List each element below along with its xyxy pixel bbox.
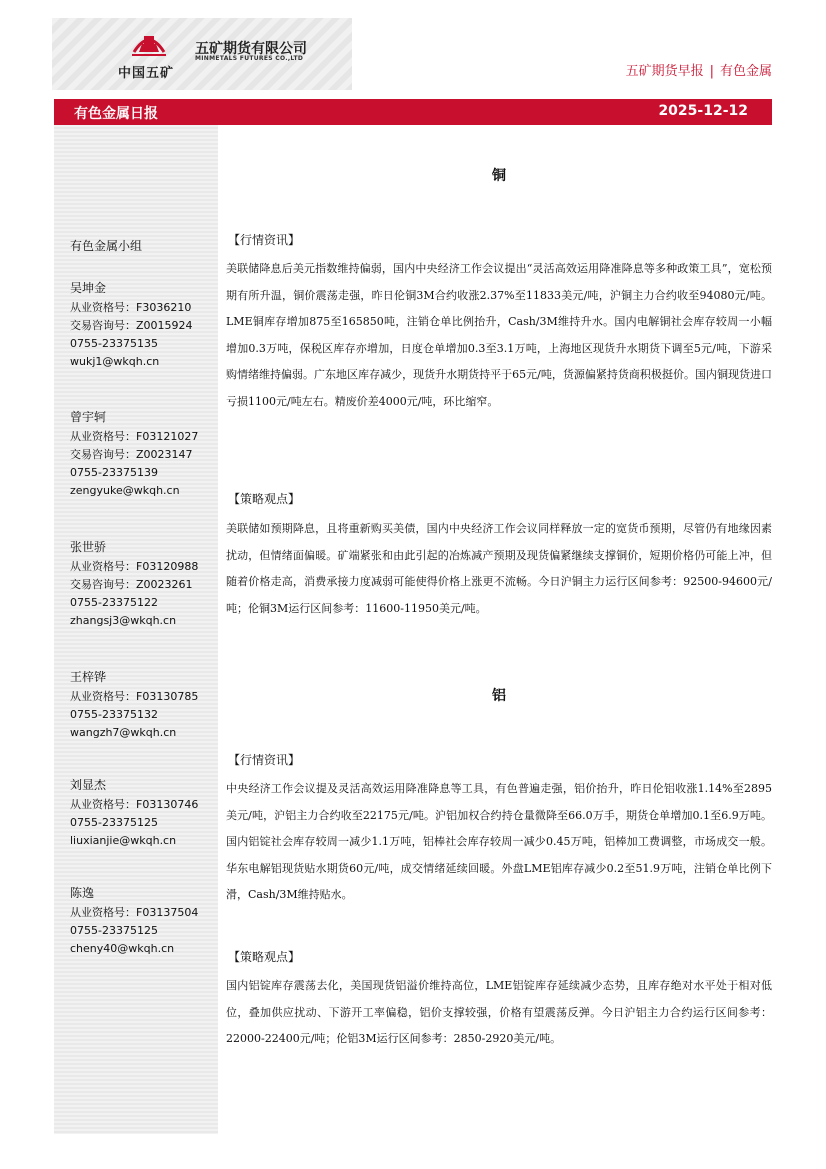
aluminum-market-news: 中央经济工作会议提及灵活高效运用降准降息等工具，有色普遍走强，铝价抬升，昨日伦铝收涨1.14%至2895美元/吨，沪铝主力合约收至22175元/吨。沪铝加权合约持仓量微降至66.0万手，期货仓单增加0.1至6.9万吨。国内铝锭社会库存较周一减少1.1万吨，铝棒社会库存较周一减少0.45万吨，铝棒加工费调整，市场成交一般。华东电解铝现货贴水期货60元/吨，成交情绪延续回暖。外盘LME铝库存减少0.2至51.9万吨，注销仓单比例下滑，Cash/3M维持贴水。: [226, 782, 772, 901]
copper-strategy: 美联储如预期降息，且将重新购买美债，国内中央经济工作会议同样释放一定的宽货币预期，尽管仍有地缘因素扰动，但情绪面偏暖。矿端紧张和由此引起的冶炼减产预期及现货偏紧继续支撑铜价，短期价格仍可能上冲，但随着价格走高，消费承接力度减弱可能使得价格上涨更不流畅。今日沪铜主力运行区间参考：92500-94600元/吨；伦铜3M运行区间参考：11600-11950美元/吨。: [226, 522, 772, 615]
member-phone: 0755-23375135: [70, 337, 158, 350]
section-title-copper: 铜: [492, 168, 506, 184]
member-consult: 交易咨询号：Z0015924: [70, 319, 193, 332]
member-name: 刘显杰: [70, 778, 107, 792]
report-series: 五矿期货早报: [625, 64, 704, 79]
report-title: 有色金属日报: [74, 106, 158, 122]
member-name: 张世骄: [70, 540, 107, 554]
team-member: [70, 538, 198, 630]
member-phone: 0755-23375122: [70, 596, 158, 609]
member-name: 曾宇轲: [70, 410, 107, 424]
team-member: [70, 408, 198, 500]
member-name: 陈逸: [70, 886, 95, 900]
market-news-label: 【行情资讯】: [228, 753, 301, 767]
member-consult: 交易咨询号：Z0023147: [70, 448, 193, 461]
strategy-label: 【策略观点】: [228, 950, 301, 964]
copper-market-news: 美联储降息后美元指数维持偏弱，国内中央经济工作会议提出“灵活高效运用降准降息等多种政策工具”，宽松预期有所升温，铜价震荡走强，昨日伦铜3M合约收涨2.37%至11833美元/吨，沪铜主力合约收至94080元/吨。LME铜库存增加875至165850吨，注销仓单比例抬升，Cash/3M维持升水。国内电解铜社会库存较周一小幅增加0.3万吨，保税区库存亦增加，日度仓单增加0.3至3.1万吨，上海地区现货升水期货下调至5元/吨，下游采购情绪维持偏弱。广东地区库存减少，现货升水期货持平于65元/吨，货源偏紧持货商积极挺价。国内铜现货进口亏损1100元/吨左右。精废价差4000元/吨，环比缩窄。: [226, 262, 772, 408]
strategy-label: 【策略观点】: [228, 492, 301, 506]
member-phone: 0755-23375125: [70, 924, 158, 937]
page-header: [52, 18, 772, 90]
member-email[interactable]: liuxianjie@wkqh.cn: [70, 834, 177, 847]
team-member: [70, 279, 193, 371]
team-title: 有色金属小组: [70, 239, 143, 253]
member-cert: 从业资格号：F03130746: [70, 798, 199, 811]
member-email[interactable]: zhangsj3@wkqh.cn: [70, 614, 177, 627]
member-phone: 0755-23375125: [70, 816, 158, 829]
logo-text: 中国五矿: [118, 66, 175, 81]
member-consult: 交易咨询号：Z0023261: [70, 578, 193, 591]
title-bar: [54, 99, 772, 125]
team-sidebar: [54, 125, 218, 1134]
member-cert: 从业资格号：F03130785: [70, 690, 199, 703]
member-email[interactable]: cheny40@wkqh.cn: [70, 942, 175, 955]
member-email[interactable]: wangzh7@wkqh.cn: [70, 726, 177, 739]
member-phone: 0755-23375139: [70, 466, 158, 479]
member-name: 吴坤金: [70, 281, 107, 295]
aluminum-strategy: 国内铝锭库存震荡去化，美国现货铝溢价维持高位，LME铝锭库存延续减少态势，且库存绝对水平处于相对低位，叠加供应扰动、下游开工率偏稳，铝价支撑较强，价格有望震荡反弹。今日沪铝主力合约运行区间参考：22000-22400元/吨；伦铝3M运行区间参考：2850-2920美元/吨。: [226, 979, 772, 1045]
company-name-en: MINMETALS FUTURES CO.,LTD: [195, 55, 304, 62]
team-member: [70, 776, 198, 850]
member-email[interactable]: zengyuke@wkqh.cn: [70, 484, 180, 497]
header-separator: |: [709, 64, 714, 79]
team-member: [70, 668, 198, 742]
member-name: 王梓铧: [70, 670, 107, 684]
report-category: 有色金属: [719, 64, 772, 79]
market-news-label: 【行情资讯】: [228, 233, 301, 247]
team-member: [70, 884, 198, 958]
report-label: [626, 60, 772, 79]
member-cert: 从业资格号：F3036210: [70, 301, 192, 314]
member-email[interactable]: wukj1@wkqh.cn: [70, 355, 160, 368]
member-phone: 0755-23375132: [70, 708, 158, 721]
report-date: 2025-12-12: [658, 103, 748, 119]
section-title-aluminum: 铝: [492, 688, 506, 704]
member-cert: 从业资格号：F03121027: [70, 430, 199, 443]
company-name-cn: 五矿期货有限公司: [195, 41, 307, 57]
member-cert: 从业资格号：F03137504: [70, 906, 199, 919]
member-cert: 从业资格号：F03120988: [70, 560, 199, 573]
